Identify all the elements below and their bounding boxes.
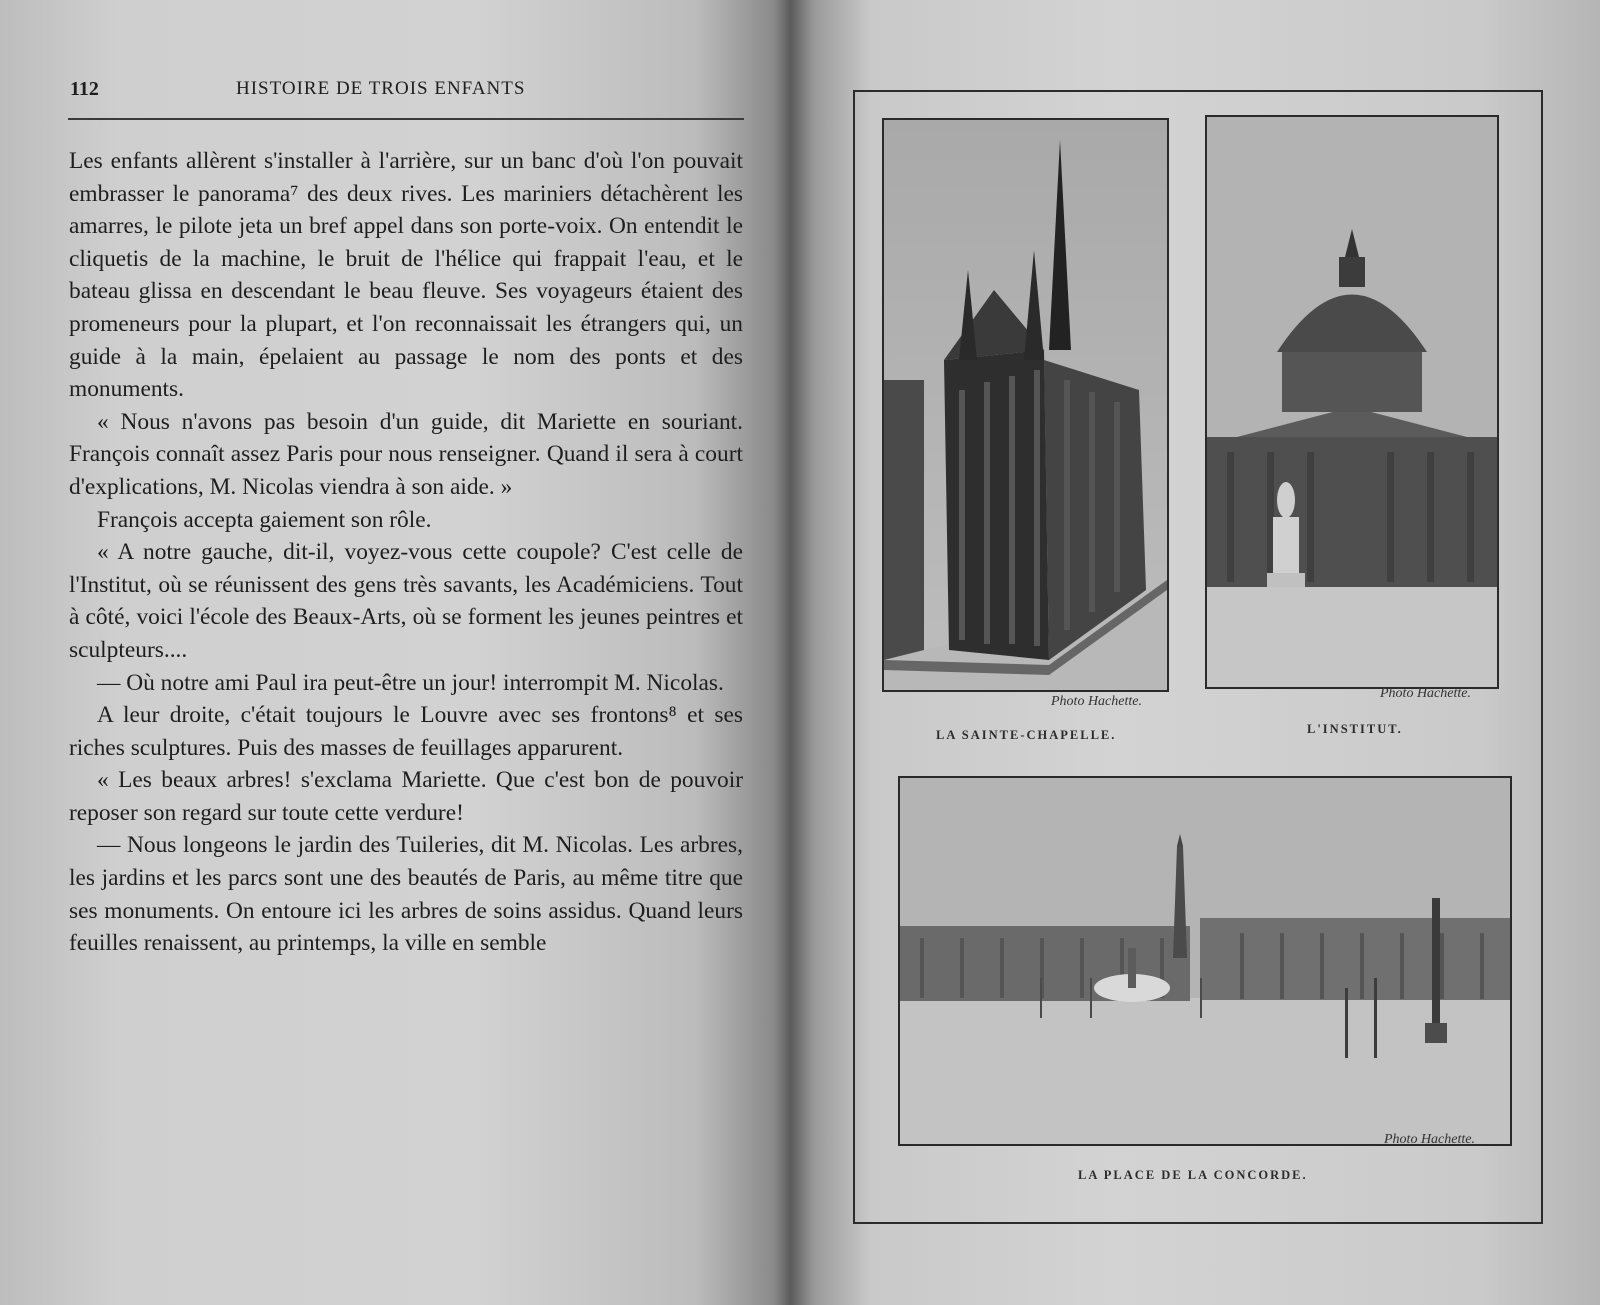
paragraph: « Les beaux arbres! s'exclama Mariette. Que c'est bon de pouvoir reposer son regard sur toute cette verdure! [69, 767, 743, 826]
paragraph: « Nous n'avons pas besoin d'un guide, dit Mariette en souriant. François connaît assez Paris pour nous renseigner. Quand il sera à court d'explications, M. Nicolas viendra à son aide. » [69, 408, 743, 500]
running-head [70, 78, 742, 110]
plate-caption: LA SAINTE-CHAPELLE. [936, 728, 1117, 742]
concorde-photo [898, 776, 1512, 1146]
plate-caption: L'INSTITUT. [1307, 722, 1403, 736]
plate-caption: LA PLACE DE LA CONCORDE. [1078, 1168, 1308, 1182]
photo-credit: Photo Hachette. [1380, 686, 1471, 701]
paragraph: A leur droite, c'était toujours le Louvre avec ses frontons⁸ et ses riches sculptures. Puis des masses de feuillages apparurent. [69, 702, 743, 761]
header-rule [68, 118, 744, 120]
left-page [0, 0, 790, 1305]
paragraph: « A notre gauche, dit-il, voyez-vous cette coupole? C'est celle de l'Institut, où se réunissent des gens très savants, les Académiciens. Tout à côté, voici l'école des Beaux-Arts, où se forment les jeunes peintres et sculpteurs.... [69, 539, 743, 663]
photo-credit: Photo Hachette. [1051, 694, 1142, 709]
photo-credit: Photo Hachette. [1384, 1132, 1475, 1147]
institut-photo [1205, 115, 1499, 689]
paragraph: — Où notre ami Paul ira peut-être un jour! interrompit M. Nicolas. [97, 669, 724, 696]
paragraph: Les enfants allèrent s'installer à l'arrière, sur un banc d'où l'on pouvait embrasser le panorama⁷ des deux rives. Les mariniers détachèrent les amarres, le pilote jeta un bref appel dans son porte-voix. On entendit le cliquetis de la machine, le bruit de l'hélice qui frappait l'eau, et le bateau glissa en descendant le beau fleuve. Ses voyageurs étaient des promeneurs pour la plupart, et l'on reconnaissait les étrangers qui, un guide à la main, épelaient au passage le nom des ponts et des monuments. [69, 148, 743, 403]
sainte-chapelle-photo [882, 118, 1169, 692]
body-text [69, 145, 743, 960]
running-title: HISTOIRE DE TROIS ENFANTS [236, 78, 526, 99]
paragraph: François accepta gaiement son rôle. [97, 506, 432, 533]
paragraph: — Nous longeons le jardin des Tuileries, dit M. Nicolas. Les arbres, les jardins et les parcs sont une des beautés de Paris, au même titre que ses monuments. On entoure ici les arbres de soins assidus. Quand leurs feuilles renaissent, au printemps, la ville en semble [69, 832, 743, 957]
page-number: 112 [70, 78, 99, 100]
